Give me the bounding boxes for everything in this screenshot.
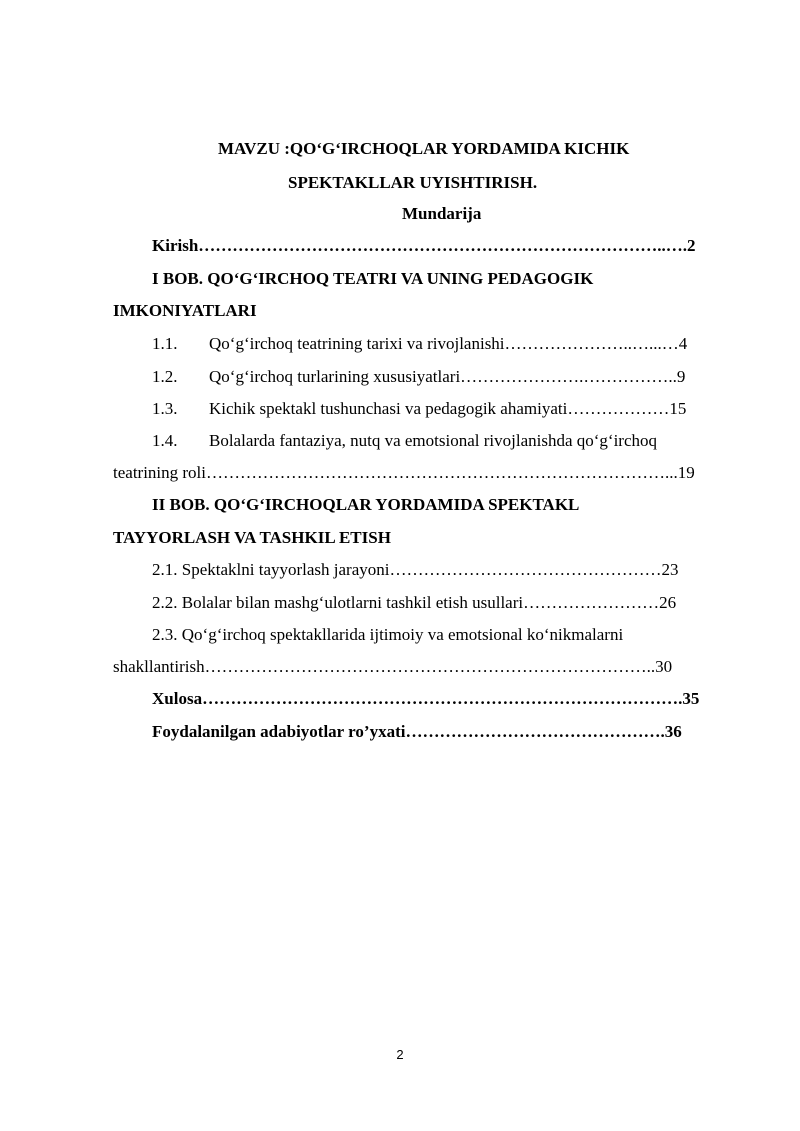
toc-entry-1-4-continuation: teatrining roli………………………………………………………………………...19 [113,463,695,482]
toc-chapter1-line1: I BOB. QO‘G‘IRCHOQ TEATRI VA UNING PEDAGOGIK [152,269,594,288]
toc-chapter2-line1: II BOB. QO‘G‘IRCHOQLAR YORDAMIDA SPEKTAKL [152,495,580,514]
section-title: Kichik spektakl tushunchasi va pedagogik ahamiyati………………15 [209,399,687,418]
section-title: Bolalarda fantaziya, nutq va emotsional rivojlanishda qo‘g‘irchoq [209,431,658,450]
toc-chapter1-line2: IMKONIYATLARI [113,301,257,320]
section-title: Qo‘g‘irchoq teatrining tarixi va rivojlanishi…………………..…...…4 [209,334,688,353]
toc-entry-1-3 [152,398,686,420]
toc-entry-2-3: 2.3. Qo‘g‘irchoq spektakllarida ijtimoiy va emotsional ko‘nikmalarni [152,625,624,644]
toc-entry-xulosa: Xulosa………………………………………………………………………….35 [152,689,700,708]
toc-entry-2-2: 2.2. Bolalar bilan mashg‘ulotlarni tashkil etish usullari……………………26 [152,593,677,612]
section-number: 1.3. [152,399,178,418]
document-title-line2: SPEKTAKLLAR UYISHTIRISH. [288,173,538,192]
toc-entry-adabiyotlar: Foydalanilgan adabiyotlar ro’yxati……………………………………….36 [152,722,682,741]
document-title-line1: MAVZU :QO‘G‘IRCHOQLAR YORDAMIDA KICHIK [218,139,630,158]
section-number: 1.1. [152,334,178,353]
toc-heading: Mundarija [402,204,482,223]
page-number: 2 [396,1047,404,1062]
toc-entry-1-2 [152,366,685,388]
toc-entry-1-1 [152,333,687,355]
toc-chapter2-line2: TAYYORLASH VA TASHKIL ETISH [113,528,391,547]
toc-entry-kirish: Kirish………………………………………………………………………..….2 [152,236,696,255]
section-number: 1.2. [152,367,178,386]
section-number: 1.4. [152,431,178,450]
toc-entry-1-4 [152,430,657,452]
toc-entry-2-3-continuation: shakllantirish……………………………………………………………………..30 [113,657,673,676]
section-title: Qo‘g‘irchoq turlarining xususiyatlari………………….……………..9 [209,367,686,386]
toc-entry-2-1: 2.1. Spektaklni tayyorlash jarayoni…………………………………………23 [152,560,679,579]
